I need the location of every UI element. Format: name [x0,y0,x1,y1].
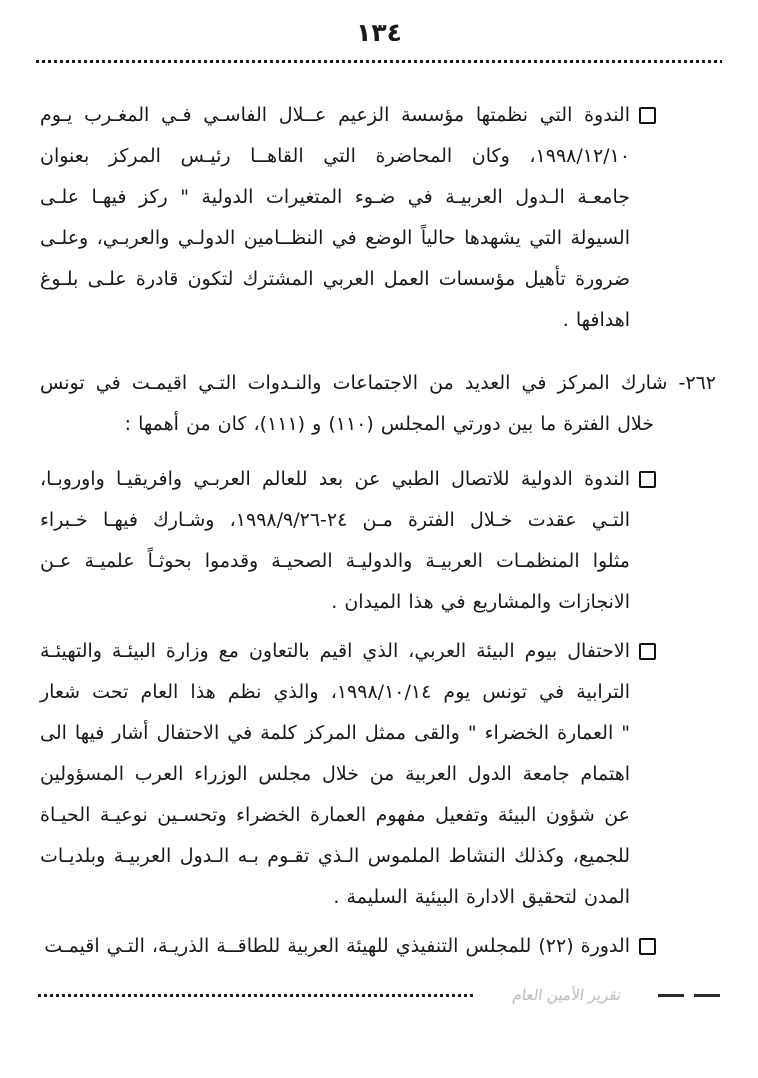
text-line: الانجازات والمشاريع في هذا الميدان . [331,591,630,613]
square-bullet-icon [639,107,656,124]
text-line: التـي عقدت خـلال الفترة مـن ٢٤-١٩٩٨/٩/٢٦، وشـارك فيهـا خـبراء [40,509,630,531]
text-line: السيولة التي يشهدها حالياً الوضع في النظــامين الدولـي والعربـي، وعلـى [40,227,630,249]
page-number: ١٣٤ [356,18,402,47]
text-line: اهتمام جامعة الدول العربية من خلال مجلس الوزراء العرب المسؤولين [40,763,630,785]
page-footer [38,986,722,1004]
square-bullet-icon [639,471,656,488]
text-line: اهدافها . [562,309,630,331]
text-line: جامعـة الـدول العربيـة في ضـوء المتغيرات الدولية " ركز فيهـا علـى [40,186,630,208]
watermark-text: تقرير الأمين العام [511,986,623,1004]
text-line: الندوة التي نظمتها مؤسسة الزعيم عــلال الفاسـي فـي المغـرب يـوم [40,104,630,126]
numbered-paragraph [40,363,716,445]
text-line: الدورة (٢٢) للمجلس التنفيذي للهيئة العربية للطاقــة الذريـة، التـي اقيمـت [44,935,630,957]
text-line: الندوة الدولية للاتصال الطبي عن بعد للعالم العربـي وافريقيـا واوروبـا، [40,468,630,490]
bullet-paragraph [40,631,716,918]
bullet-paragraph [40,459,716,623]
text-line: ضرورة تأهيل مؤسسات العمل العربي المشترك لتكون قادرة علـى بلـوغ [40,268,630,290]
square-bullet-icon [639,643,656,660]
text-line: " العمارة الخضراء " والقى ممثل المركز كلمة في الاحتفال أشار فيها الى [40,722,630,744]
text-line: ٢٦٢- شارك المركز في العديد من الاجتماعات والنـدوات التـي اقيمـت في تونس [40,372,716,394]
paragraph-number: ٢٦٢- [678,372,716,394]
text-line: الاحتفال بيوم البيئة العربي، الذي اقيم بالتعاون مع وزارة البيئـة والتهيئـة [40,640,630,662]
bullet-paragraph [40,95,716,341]
text-line: المدن لتحقيق الادارة البيئية السليمة . [333,886,630,908]
footer-dash-rule [658,994,722,997]
footer-rule [38,994,476,997]
text-line: للجميع، وكذلك النشاط الملموس الـذي تقـوم بـه الـدول العربيـة وبلديـات [40,845,630,867]
bullet-paragraph [40,926,716,967]
header-rule [36,60,722,63]
text-line: ١٩٩٨/١٢/١٠، وكان المحاضرة التي القاهــا رئيـس المركز بعنوان [40,145,630,167]
square-bullet-icon [639,938,656,955]
text-line: خلال الفترة ما بين دورتي المجلس (١١٠) و (١١١)، كان من أهمها : [124,413,654,435]
paragraphs-container [40,95,716,967]
text-line: مثلوا المنظمـات العربيـة والدوليـة الصحيـة وقدموا بحوثـاً علميـة عـن [40,550,630,572]
text-line: الترابية في تونس يوم ١٩٩٨/١٠/١٤، والذي نظم هذا العام تحت شعار [40,681,630,703]
text-line: عن شؤون البيئة وتفعيل مفهوم العمارة الخضراء وتحسـين نوعيـة الحيـاة [40,804,630,826]
